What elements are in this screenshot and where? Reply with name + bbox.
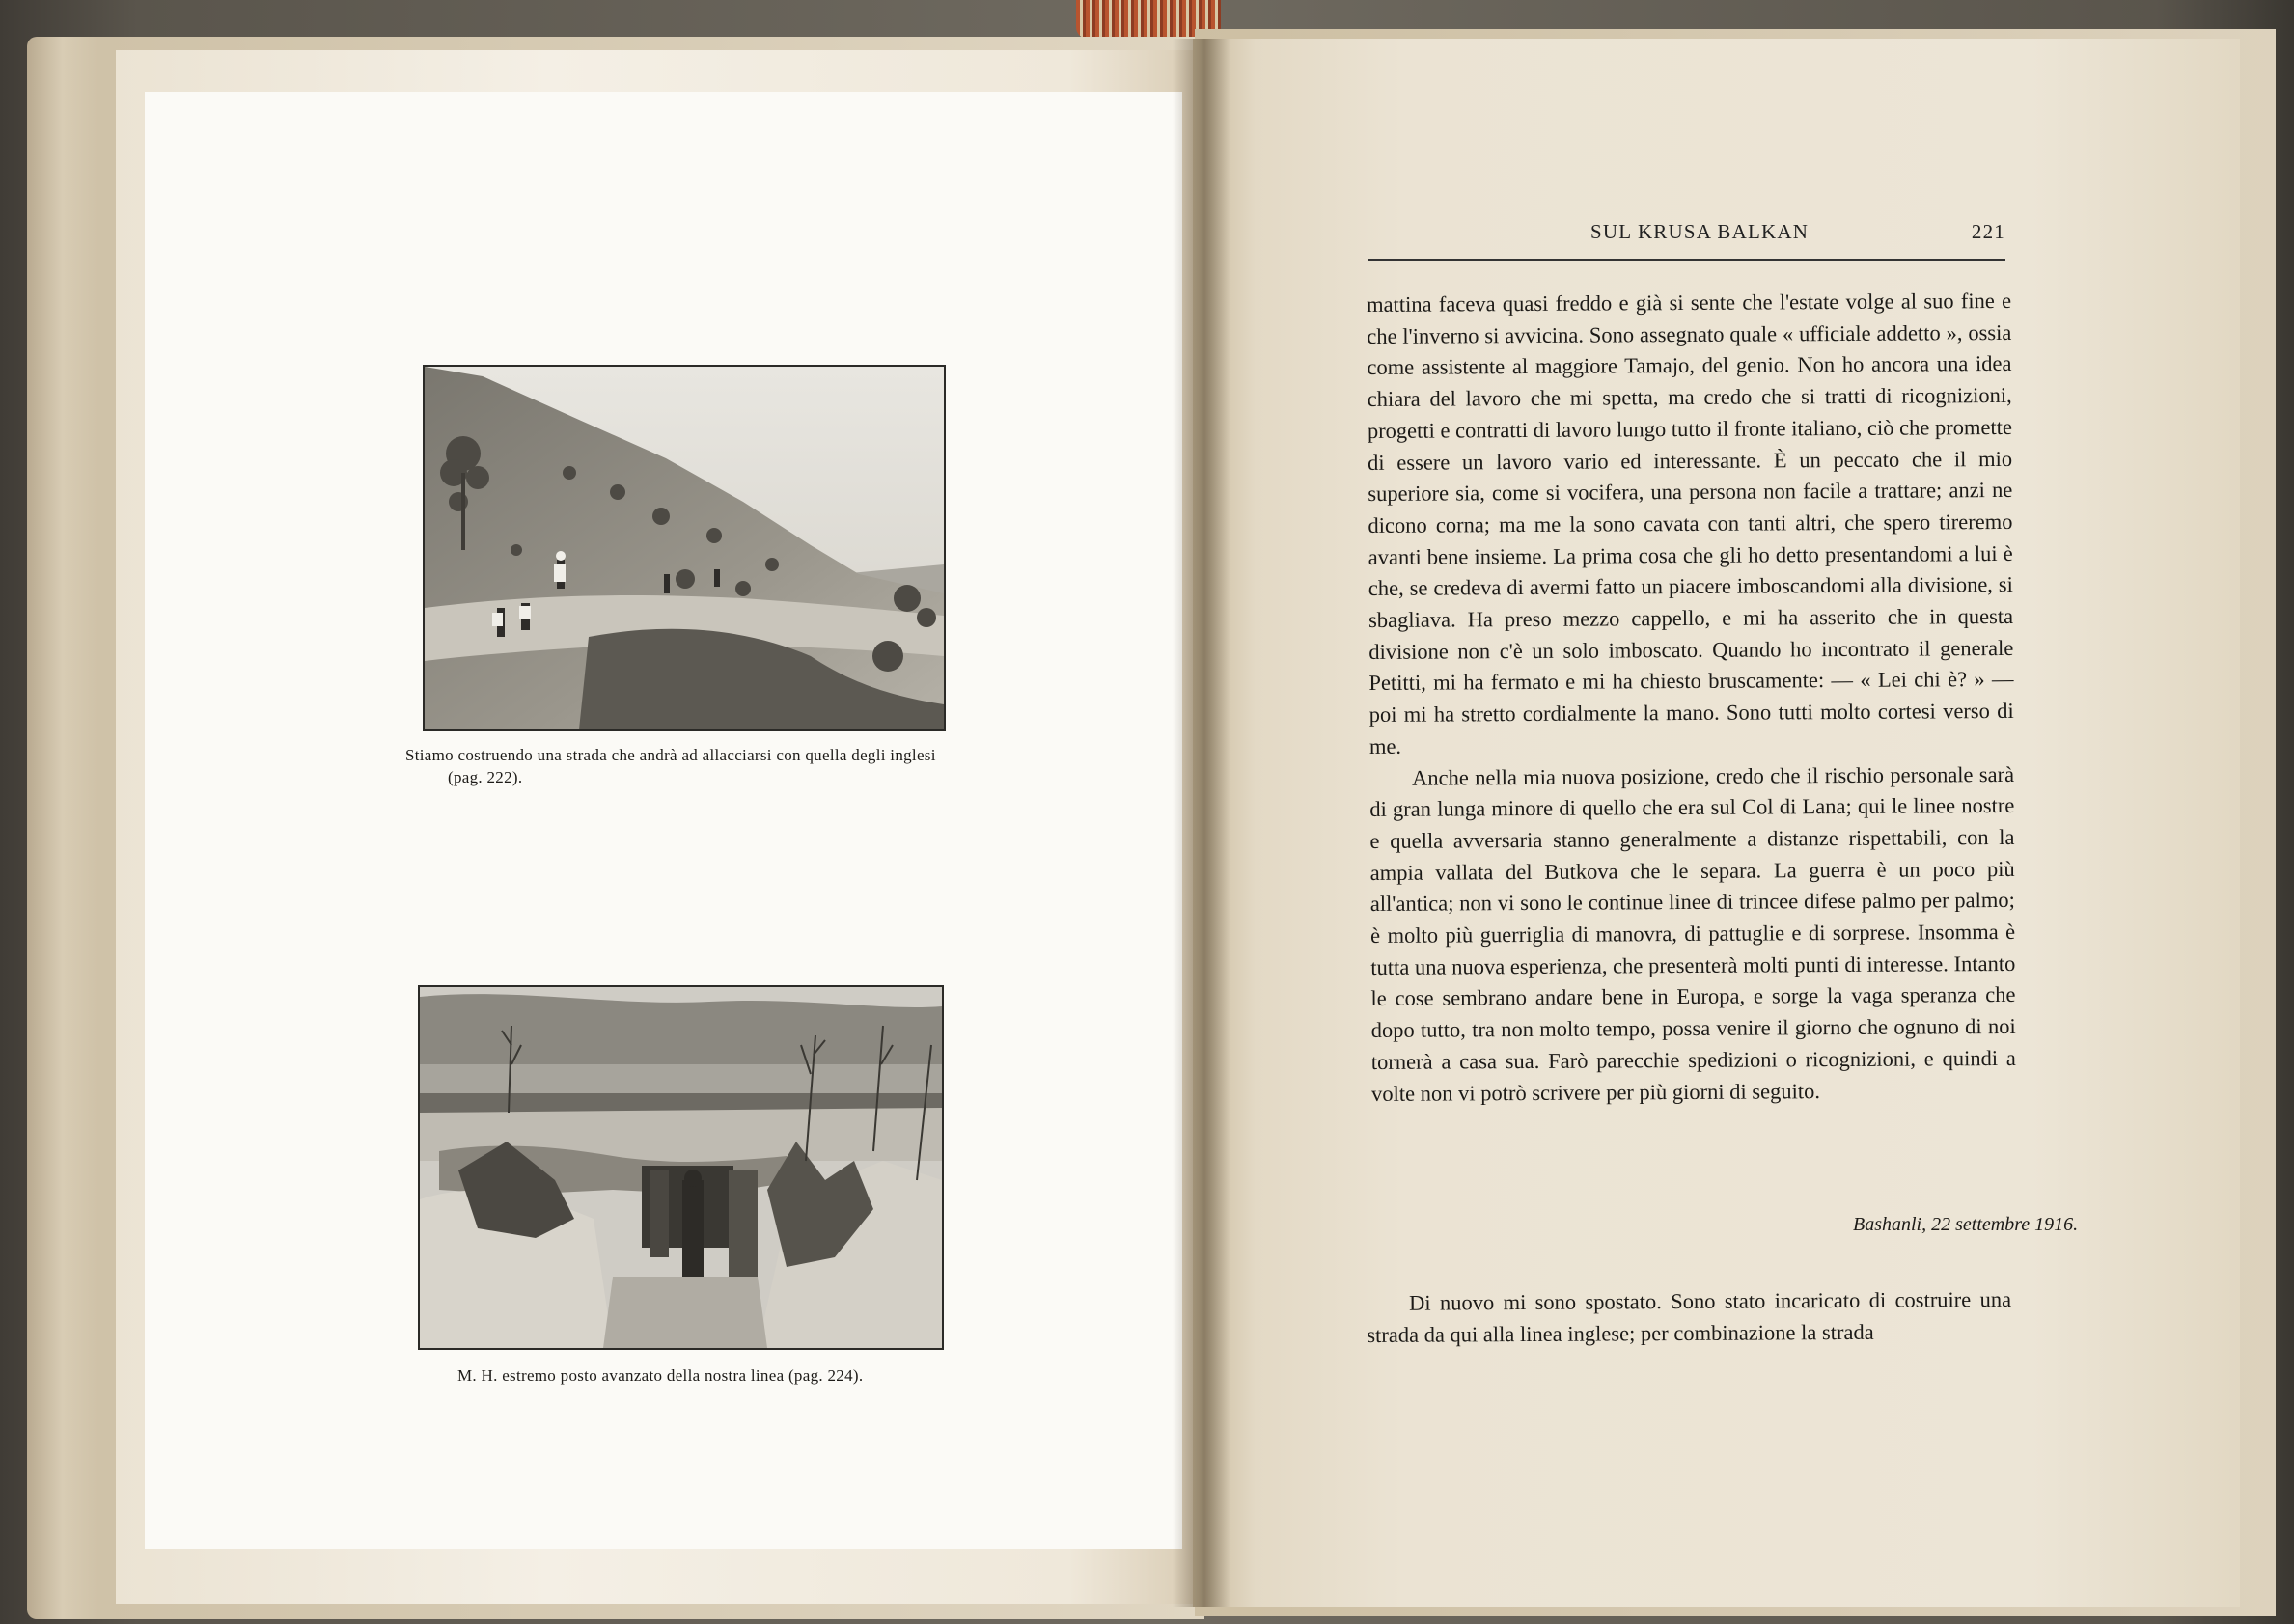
paragraph-2: Anche nella mia nuova posizione, credo che il rischio personale sarà di gran lunga minore di quello che era sul Col di Lana; qui le linee nostre e quella avversaria stanno generalmente a distanze rispettabili, con la ampia vallata del Butkova che le separa. La guerra è un poco più all'antica; non vi sono le continue linee di trincee difese palmo per palmo; è molto più guerriglia di manovra, di pattuglie e di sorprese. Insomma è tutta una nuova esperienza, che presenterà molti punti di interesse. Intanto le cose sembrano andare bene in Europa, e sorge la vaga speranza che dopo tutto, tra non molto tempo, possa venire il giorno che ognuno di noi tornerà a casa sua. Farò parecchie spedizioni o ricognizioni, e quindi a volte non vi potrò scrivere per più giorni di seguito. [1369, 761, 2016, 1106]
paragraph-1: mattina faceva quasi freddo e già si sente che l'estate volge al suo fine e che l'inverno si avvicina. Sono assegnato quale « ufficiale addetto », ossia come assistente al maggiore Tamajo, del genio. Non ho ancora una idea chiara del lavoro che mi spetta, ma credo che si tratti di ricognizioni, progetti e contratti di lavoro lungo tutto il fronte italiano, ciò che promette di essere un lavoro vario ed interessante. È un peccato che il mio superiore sia, come si vocifera, una persona non facile a trattare; anzi ne dicono corna; ma me la sono cavata con tanti altri, che spero tireremo avanti bene insieme. La prima cosa che gli ho detto presentandomi a lui è che, se credeva di avermi fatto un piacere imboscandomi alla divisione, si sbagliava. Ha preso mezzo cappello, e mi ha asserito che in questa divisione non c'è un solo imboscato. Quando ho incontrato il generale Petitti, mi ha fermato e mi ha chiesto bruscamente: — « Lei chi è? » — poi mi ha stretto cordialmente la mano. Sono tutti molto cortesi verso di me. [1367, 288, 2014, 758]
dateline: Bashanli, 22 settembre 1916. [1853, 1214, 2079, 1235]
paragraph-3: Di nuovo mi sono spostato. Sono stato incaricato di costruire una strada da qui alla linea inglese; per combinazione la strada [1367, 1286, 2012, 1347]
running-head [1368, 220, 2005, 249]
figure-1-caption-line2: (pag. 222). [448, 767, 523, 786]
photo-outpost-dugout [418, 985, 944, 1350]
running-head-title: SUL KRUSA BALKAN [1590, 220, 1810, 243]
page-number: 221 [1971, 220, 2005, 243]
body-text [1367, 286, 2016, 1110]
figure-1-caption-line1: Stiamo costruendo una strada che andrà ad allacciarsi con quella degli inglesi [405, 746, 936, 764]
header-rule [1368, 259, 2005, 261]
figure-1-caption [405, 745, 984, 789]
photo-road-construction [423, 365, 946, 731]
book-gutter [1173, 39, 1230, 1607]
figure-2-caption: M. H. estremo posto avanzato della nostra linea (pag. 224). [457, 1366, 864, 1385]
